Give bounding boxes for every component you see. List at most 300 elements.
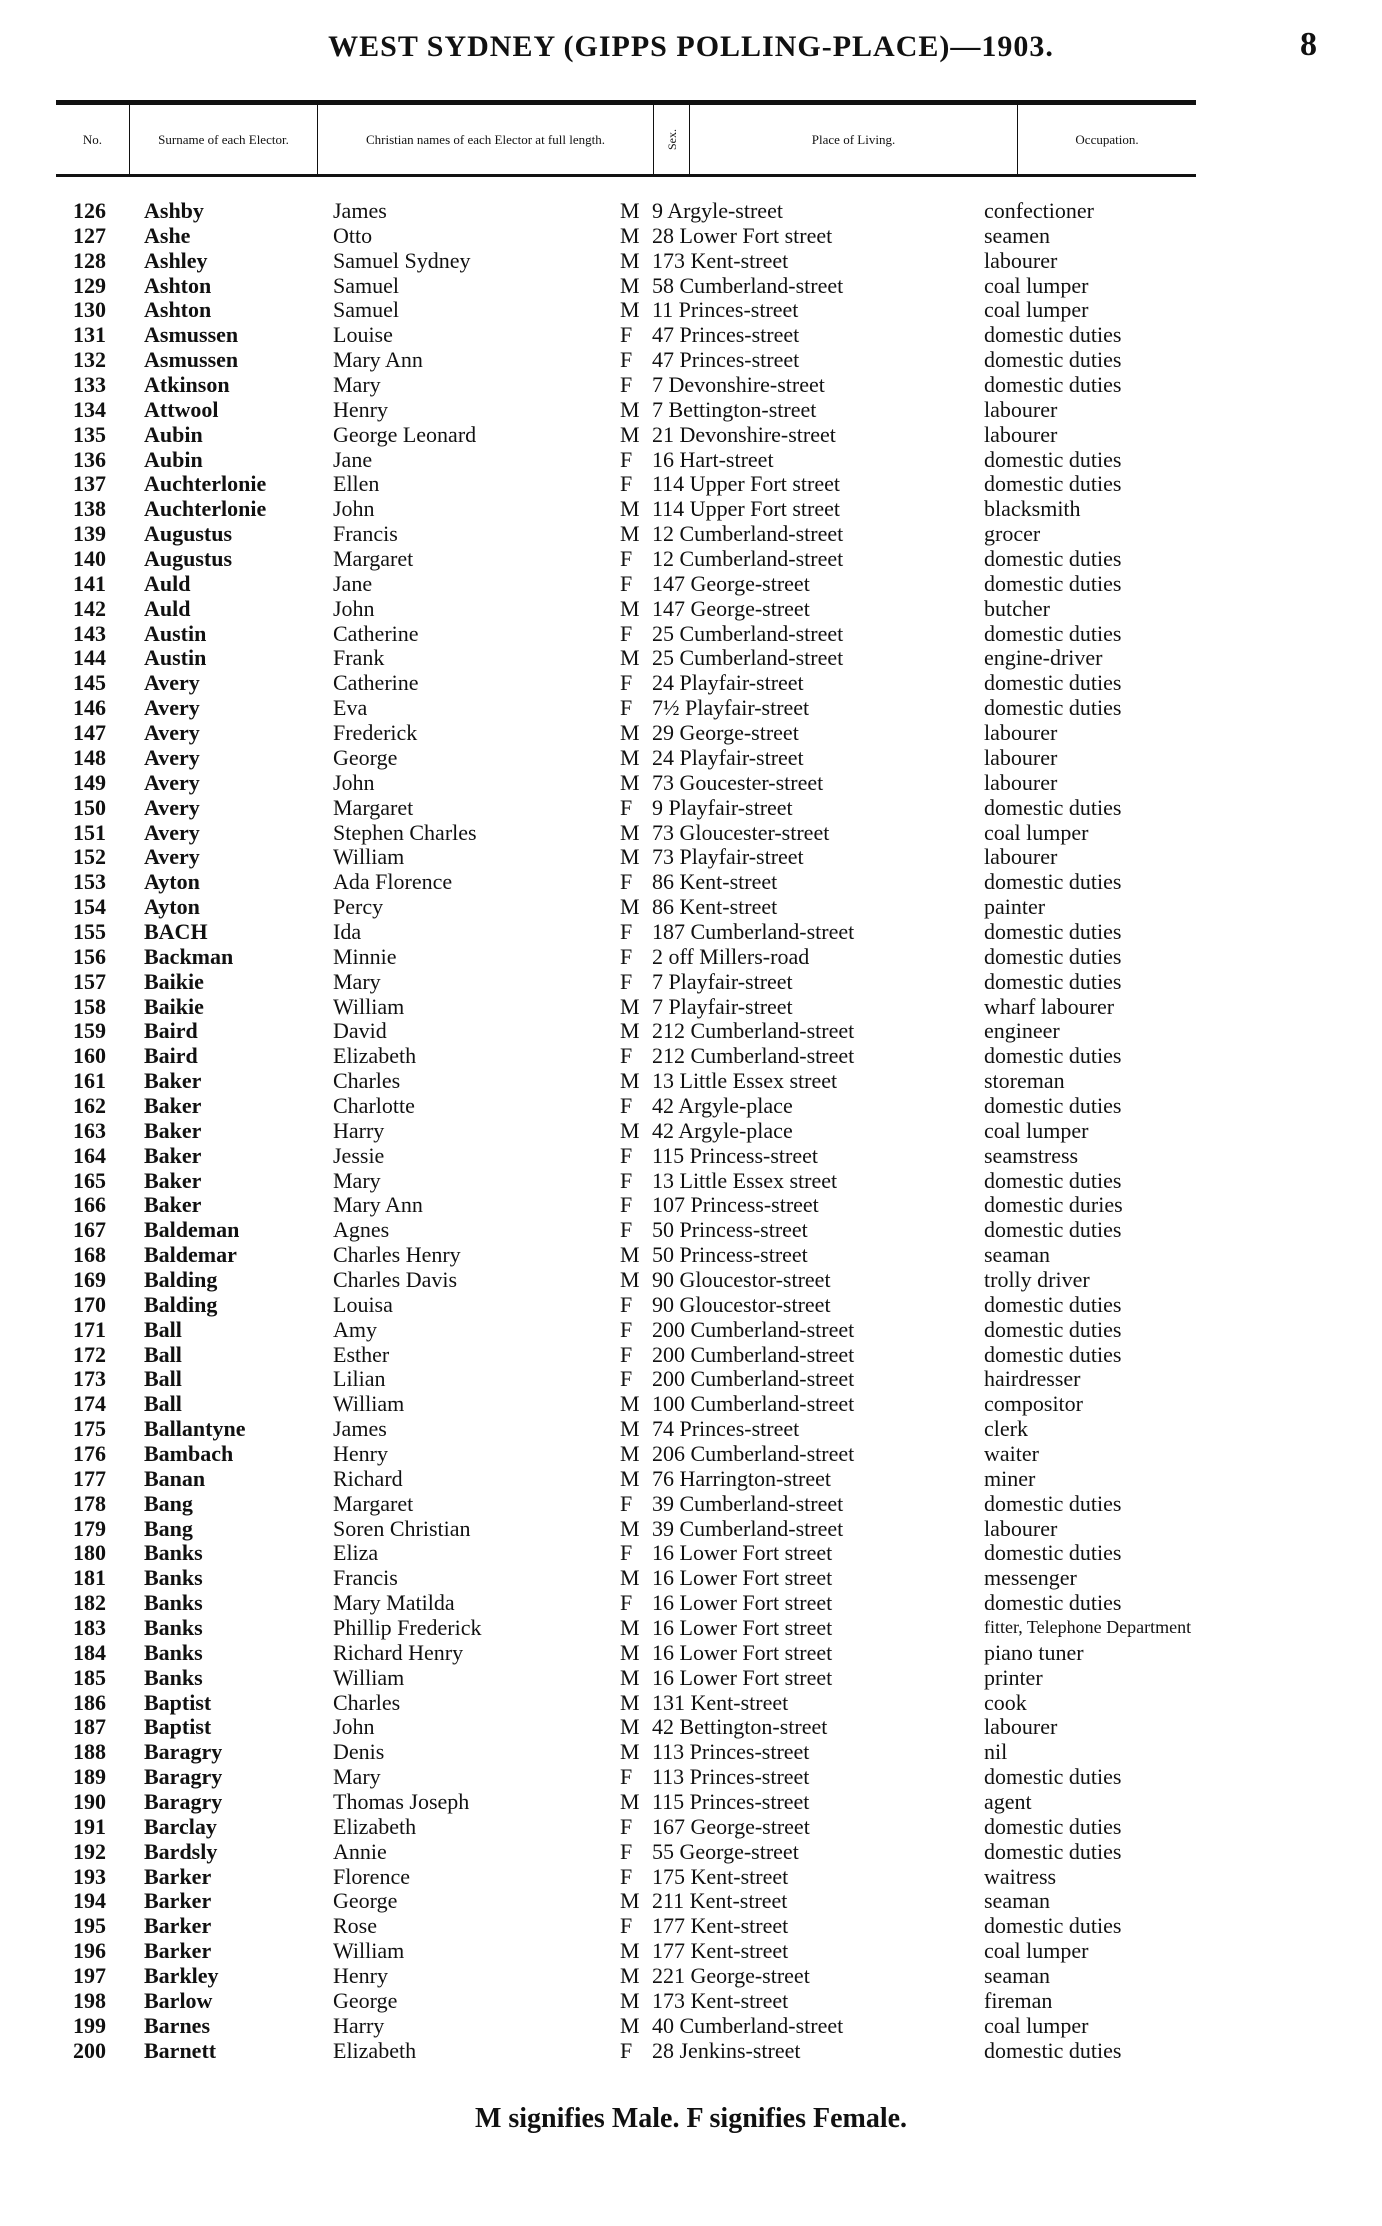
table-row xyxy=(0,397,1382,422)
elector-sex: M xyxy=(620,645,640,671)
table-row xyxy=(0,1839,1382,1864)
elector-place-of-living: 29 George-street xyxy=(652,720,799,746)
elector-occupation: fitter, Telephone Department xyxy=(984,1617,1192,1638)
elector-occupation: domestic duties xyxy=(984,372,1122,398)
elector-christian-names: Charles xyxy=(333,1068,401,1094)
elector-occupation: domestic duties xyxy=(984,1813,1122,1839)
elector-christian-names: Frederick xyxy=(333,720,418,746)
elector-surname: Baird xyxy=(144,1018,198,1044)
elector-christian-names: John xyxy=(333,769,375,795)
elector-surname: Aubin xyxy=(144,421,203,447)
elector-place-of-living: 7 Playfair-street xyxy=(652,968,793,994)
elector-surname: Ashby xyxy=(144,198,204,223)
elector-sex: M xyxy=(620,1789,640,1815)
table-row xyxy=(0,1814,1382,1839)
elector-sex: M xyxy=(620,844,640,870)
elector-surname: Avery xyxy=(144,720,200,746)
elector-christian-names: Thomas Joseph xyxy=(333,1789,470,1815)
elector-number: 194 xyxy=(73,1888,106,1914)
elector-number: 191 xyxy=(73,1813,106,1839)
elector-place-of-living: 2 off Millers-road xyxy=(652,943,810,969)
table-row xyxy=(0,1043,1382,1068)
elector-sex: M xyxy=(620,1441,640,1466)
elector-place-of-living: 42 Argyle-place xyxy=(652,1117,793,1143)
elector-occupation: coal lumper xyxy=(984,297,1089,323)
elector-place-of-living: 74 Princes-street xyxy=(652,1416,800,1442)
elector-occupation: seamstress xyxy=(984,1142,1079,1168)
elector-surname: Bambach xyxy=(144,1441,234,1466)
elector-number: 193 xyxy=(73,1863,106,1889)
table-row xyxy=(0,1143,1382,1168)
elector-occupation: labourer xyxy=(984,421,1058,447)
elector-sex: F xyxy=(620,471,633,497)
elector-surname: Auchterlonie xyxy=(144,496,267,522)
table-row xyxy=(0,1342,1382,1367)
header-bottom-rule xyxy=(56,174,1196,177)
elector-christian-names: Otto xyxy=(333,222,373,248)
elector-christian-names: John xyxy=(333,1714,375,1740)
elector-number: 153 xyxy=(73,869,106,895)
table-row xyxy=(0,1217,1382,1242)
elector-number: 137 xyxy=(73,471,106,497)
elector-surname: Ball xyxy=(144,1391,182,1417)
elector-christian-names: Henry xyxy=(333,1963,388,1989)
elector-occupation: waitress xyxy=(984,1863,1057,1889)
table-row xyxy=(0,1913,1382,1938)
table-row xyxy=(0,795,1382,820)
elector-christian-names: Louise xyxy=(333,322,393,348)
elector-christian-names: Mary Ann xyxy=(333,347,423,373)
elector-place-of-living: 73 Goucester-street xyxy=(652,769,824,795)
elector-sex: M xyxy=(620,2012,640,2038)
elector-sex: F xyxy=(620,2037,633,2063)
elector-number: 198 xyxy=(73,1987,106,2013)
elector-christian-names: Percy xyxy=(333,894,384,920)
elector-sex: F xyxy=(620,670,633,696)
elector-place-of-living: 115 Princes-street xyxy=(652,1789,810,1815)
elector-sex: F xyxy=(620,943,633,969)
elector-number: 168 xyxy=(73,1242,106,1268)
elector-christian-names: Francis xyxy=(333,1565,398,1591)
elector-christian-names: George xyxy=(333,1888,398,1914)
table-row xyxy=(0,1391,1382,1416)
elector-occupation: labourer xyxy=(984,744,1058,770)
elector-place-of-living: 7 Playfair-street xyxy=(652,993,793,1019)
table-row xyxy=(0,621,1382,646)
elector-occupation: domestic duties xyxy=(984,943,1122,969)
elector-occupation: printer xyxy=(984,1664,1043,1690)
header-sex xyxy=(654,105,690,174)
table-row xyxy=(0,1416,1382,1441)
table-row xyxy=(0,1615,1382,1640)
elector-surname: Balding xyxy=(144,1266,218,1292)
elector-christian-names: Mary Ann xyxy=(333,1192,423,1218)
elector-surname: Ball xyxy=(144,1341,182,1367)
elector-christian-names: Margaret xyxy=(333,794,414,820)
elector-occupation: domestic duties xyxy=(984,1092,1122,1118)
table-row xyxy=(0,422,1382,447)
table-row xyxy=(0,2013,1382,2038)
elector-christian-names: Frank xyxy=(333,645,385,671)
elector-number: 140 xyxy=(73,546,106,572)
elector-surname: Ball xyxy=(144,1316,182,1342)
elector-occupation: domestic duties xyxy=(984,2037,1122,2063)
elector-surname: Augustus xyxy=(144,546,233,572)
elector-surname: Barlow xyxy=(144,1987,213,2013)
elector-occupation: cook xyxy=(984,1689,1027,1715)
elector-number: 195 xyxy=(73,1913,106,1939)
elector-place-of-living: 200 Cumberland-street xyxy=(652,1316,855,1342)
elector-christian-names: John xyxy=(333,496,375,522)
elector-sex: M xyxy=(620,744,640,770)
table-row xyxy=(0,1366,1382,1391)
elector-sex: F xyxy=(620,1316,633,1342)
elector-place-of-living: 39 Cumberland-street xyxy=(652,1490,844,1516)
elector-occupation: seaman xyxy=(984,1888,1050,1914)
elector-occupation: coal lumper xyxy=(984,2012,1089,2038)
elector-surname: Augustus xyxy=(144,521,233,547)
elector-occupation: domestic duties xyxy=(984,869,1122,895)
elector-place-of-living: 115 Princess-street xyxy=(652,1142,818,1168)
elector-surname: Baldemar xyxy=(144,1242,237,1268)
elector-surname: Barker xyxy=(144,1913,212,1939)
elector-occupation: fireman xyxy=(984,1987,1053,2013)
table-row xyxy=(0,1292,1382,1317)
elector-number: 189 xyxy=(73,1764,106,1790)
elector-surname: Banks xyxy=(144,1664,203,1690)
elector-place-of-living: 55 George-street xyxy=(652,1838,799,1864)
table-row xyxy=(0,670,1382,695)
elector-surname: Bardsly xyxy=(144,1838,218,1864)
elector-sex: M xyxy=(620,1515,640,1541)
table-row xyxy=(0,1441,1382,1466)
elector-sex: F xyxy=(620,1590,633,1616)
elector-christian-names: James xyxy=(333,198,387,223)
elector-number: 178 xyxy=(73,1490,106,1516)
elector-sex: M xyxy=(620,769,640,795)
elector-christian-names: Elizabeth xyxy=(333,1813,417,1839)
elector-surname: Balding xyxy=(144,1291,218,1317)
elector-number: 175 xyxy=(73,1416,106,1442)
table-row xyxy=(0,273,1382,298)
elector-occupation: wharf labourer xyxy=(984,993,1115,1019)
elector-number: 133 xyxy=(73,372,106,398)
elector-number: 126 xyxy=(73,198,106,223)
elector-christian-names: Henry xyxy=(333,1441,388,1466)
elector-sex: M xyxy=(620,993,640,1019)
elector-christian-names: Charlotte xyxy=(333,1092,415,1118)
elector-number: 199 xyxy=(73,2012,106,2038)
elector-christian-names: Eliza xyxy=(333,1540,379,1566)
elector-number: 159 xyxy=(73,1018,106,1044)
header-no: No. xyxy=(56,105,130,174)
elector-christian-names: Phillip Frederick xyxy=(333,1615,482,1641)
elector-number: 179 xyxy=(73,1515,106,1541)
elector-christian-names: Denis xyxy=(333,1739,385,1765)
elector-surname: Bang xyxy=(144,1515,193,1541)
elector-surname: Baikie xyxy=(144,968,204,994)
elector-place-of-living: 12 Cumberland-street xyxy=(652,521,844,547)
table-row xyxy=(0,1590,1382,1615)
elector-surname: BACH xyxy=(144,918,208,944)
elector-christian-names: Ellen xyxy=(333,471,380,497)
elector-surname: Banks xyxy=(144,1565,203,1591)
table-row xyxy=(0,1690,1382,1715)
elector-surname: Asmussen xyxy=(144,347,239,373)
elector-occupation: butcher xyxy=(984,595,1050,621)
elector-christian-names: Francis xyxy=(333,521,398,547)
table-row xyxy=(0,1068,1382,1093)
elector-occupation: trolly driver xyxy=(984,1266,1090,1292)
elector-christian-names: Margaret xyxy=(333,546,414,572)
elector-surname: Ashley xyxy=(144,247,208,273)
page-title: WEST SYDNEY (GIPPS POLLING-PLACE)—1903. xyxy=(328,30,1054,63)
elector-place-of-living: 47 Princes-street xyxy=(652,322,800,348)
table-row xyxy=(0,571,1382,596)
elector-place-of-living: 40 Cumberland-street xyxy=(652,2012,844,2038)
elector-number: 190 xyxy=(73,1789,106,1815)
elector-sex: M xyxy=(620,1117,640,1143)
elector-sex: M xyxy=(620,1416,640,1442)
table-row xyxy=(0,496,1382,521)
elector-place-of-living: 9 Playfair-street xyxy=(652,794,793,820)
elector-surname: Baptist xyxy=(144,1714,212,1740)
table-row xyxy=(0,447,1382,472)
elector-sex: F xyxy=(620,1490,633,1516)
elector-occupation: labourer xyxy=(984,844,1058,870)
elector-surname: Baldeman xyxy=(144,1217,240,1243)
elector-surname: Auld xyxy=(144,595,191,621)
header-place-of-living: Place of Living. xyxy=(690,105,1018,174)
elector-place-of-living: 12 Cumberland-street xyxy=(652,546,844,572)
elector-number: 169 xyxy=(73,1266,106,1292)
table-row xyxy=(0,1963,1382,1988)
elector-number: 161 xyxy=(73,1068,106,1094)
elector-occupation: miner xyxy=(984,1465,1036,1491)
elector-occupation: seaman xyxy=(984,1242,1050,1268)
elector-christian-names: Amy xyxy=(333,1316,377,1342)
elector-occupation: domestic duties xyxy=(984,570,1122,596)
table-row xyxy=(0,1466,1382,1491)
elector-place-of-living: 73 Playfair-street xyxy=(652,844,804,870)
elector-occupation: domestic duties xyxy=(984,322,1122,348)
elector-sex: F xyxy=(620,446,633,472)
elector-place-of-living: 24 Playfair-street xyxy=(652,670,804,696)
table-row xyxy=(0,994,1382,1019)
elector-place-of-living: 42 Bettington-street xyxy=(652,1714,828,1740)
elector-place-of-living: 173 Kent-street xyxy=(652,247,789,273)
table-row xyxy=(0,372,1382,397)
elector-occupation: confectioner xyxy=(984,198,1094,223)
elector-number: 132 xyxy=(73,347,106,373)
elector-number: 151 xyxy=(73,819,106,845)
elector-number: 197 xyxy=(73,1963,106,1989)
elector-christian-names: David xyxy=(333,1018,387,1044)
elector-sex: F xyxy=(620,620,633,646)
elector-number: 142 xyxy=(73,595,106,621)
table-row xyxy=(0,1764,1382,1789)
elector-place-of-living: 100 Cumberland-street xyxy=(652,1391,855,1417)
elector-number: 164 xyxy=(73,1142,106,1168)
elector-sex: M xyxy=(620,297,640,323)
table-row xyxy=(0,844,1382,869)
elector-surname: Banks xyxy=(144,1615,203,1641)
table-row xyxy=(0,322,1382,347)
elector-christian-names: Charles xyxy=(333,1689,401,1715)
elector-surname: Avery xyxy=(144,695,200,721)
elector-place-of-living: 16 Lower Fort street xyxy=(652,1664,833,1690)
elector-sex: F xyxy=(620,1913,633,1939)
table-row xyxy=(0,1565,1382,1590)
elector-occupation: agent xyxy=(984,1789,1032,1815)
elector-surname: Auld xyxy=(144,570,191,596)
elector-number: 167 xyxy=(73,1217,106,1243)
elector-sex: F xyxy=(620,1863,633,1889)
elector-occupation: domestic duties xyxy=(984,471,1122,497)
elector-christian-names: Eva xyxy=(333,695,368,721)
elector-christian-names: Margaret xyxy=(333,1490,414,1516)
elector-place-of-living: 212 Cumberland-street xyxy=(652,1018,855,1044)
elector-surname: Avery xyxy=(144,670,200,696)
elector-surname: Banks xyxy=(144,1540,203,1566)
elector-sex: F xyxy=(620,546,633,572)
elector-surname: Baragry xyxy=(144,1789,223,1815)
elector-christian-names: Catherine xyxy=(333,620,419,646)
elector-occupation: domestic duties xyxy=(984,695,1122,721)
table-row xyxy=(0,1192,1382,1217)
elector-occupation: domestic duties xyxy=(984,347,1122,373)
table-row xyxy=(0,1988,1382,2013)
table-row xyxy=(0,720,1382,745)
elector-number: 134 xyxy=(73,396,106,422)
elector-christian-names: Rose xyxy=(333,1913,377,1939)
elector-occupation: domestic duties xyxy=(984,1316,1122,1342)
elector-surname: Backman xyxy=(144,943,234,969)
elector-christian-names: Louisa xyxy=(333,1291,393,1317)
elector-place-of-living: 28 Lower Fort street xyxy=(652,222,833,248)
elector-christian-names: Samuel Sydney xyxy=(333,247,471,273)
elector-place-of-living: 113 Princes-street xyxy=(652,1764,810,1790)
table-row xyxy=(0,297,1382,322)
elector-place-of-living: 16 Hart-street xyxy=(652,446,774,472)
elector-surname: Austin xyxy=(144,620,207,646)
elector-surname: Baker xyxy=(144,1192,202,1218)
elector-sex: M xyxy=(620,1664,640,1690)
elector-number: 187 xyxy=(73,1714,106,1740)
elector-place-of-living: 39 Cumberland-street xyxy=(652,1515,844,1541)
table-row xyxy=(0,1118,1382,1143)
elector-number: 149 xyxy=(73,769,106,795)
elector-place-of-living: 16 Lower Fort street xyxy=(652,1540,833,1566)
elector-surname: Atkinson xyxy=(144,372,230,398)
elector-number: 172 xyxy=(73,1341,106,1367)
elector-christian-names: Mary xyxy=(333,1167,381,1193)
table-row xyxy=(0,521,1382,546)
table-row xyxy=(0,1540,1382,1565)
table-row xyxy=(0,695,1382,720)
elector-christian-names: Mary xyxy=(333,968,381,994)
header-surname: Surname of each Elector. xyxy=(130,105,318,174)
elector-sex: F xyxy=(620,869,633,895)
elector-occupation: domestic duties xyxy=(984,1590,1122,1616)
elector-christian-names: Mary xyxy=(333,372,381,398)
elector-surname: Barker xyxy=(144,1863,212,1889)
elector-occupation: clerk xyxy=(984,1416,1028,1442)
elector-christian-names: Jane xyxy=(333,446,373,472)
elector-surname: Baragry xyxy=(144,1739,223,1765)
elector-surname: Barclay xyxy=(144,1813,217,1839)
elector-christian-names: John xyxy=(333,595,375,621)
elector-number: 200 xyxy=(73,2037,106,2063)
elector-sex: F xyxy=(620,794,633,820)
elector-sex: F xyxy=(620,1341,633,1367)
elector-occupation: blacksmith xyxy=(984,496,1081,522)
table-row xyxy=(0,1640,1382,1665)
elector-place-of-living: 16 Lower Fort street xyxy=(652,1639,833,1665)
table-row xyxy=(0,2038,1382,2063)
table-row xyxy=(0,1864,1382,1889)
elector-occupation: coal lumper xyxy=(984,819,1089,845)
elector-surname: Avery xyxy=(144,769,200,795)
elector-surname: Barker xyxy=(144,1888,212,1914)
elector-number: 162 xyxy=(73,1092,106,1118)
elector-occupation: labourer xyxy=(984,247,1058,273)
elector-sex: F xyxy=(620,1192,633,1218)
elector-number: 147 xyxy=(73,720,106,746)
elector-number: 196 xyxy=(73,1938,106,1964)
elector-christian-names: Mary xyxy=(333,1764,381,1790)
elector-number: 150 xyxy=(73,794,106,820)
table-row xyxy=(0,1168,1382,1193)
elector-surname: Avery xyxy=(144,794,200,820)
elector-sex: M xyxy=(620,1739,640,1765)
elector-occupation: coal lumper xyxy=(984,272,1089,298)
elector-occupation: nil xyxy=(984,1739,1008,1765)
elector-number: 186 xyxy=(73,1689,106,1715)
elector-christian-names: Elizabeth xyxy=(333,2037,417,2063)
elector-number: 152 xyxy=(73,844,106,870)
elector-surname: Ayton xyxy=(144,869,200,895)
elector-christian-names: William xyxy=(333,1664,405,1690)
elector-sex: F xyxy=(620,1217,633,1243)
elector-place-of-living: 50 Princess-street xyxy=(652,1217,808,1243)
elector-place-of-living: 16 Lower Fort street xyxy=(652,1565,833,1591)
elector-surname: Aubin xyxy=(144,446,203,472)
elector-place-of-living: 42 Argyle-place xyxy=(652,1092,793,1118)
elector-surname: Barnes xyxy=(144,2012,210,2038)
elector-sex: M xyxy=(620,198,640,223)
elector-christian-names: George xyxy=(333,1987,398,2013)
elector-number: 141 xyxy=(73,570,106,596)
elector-christian-names: George Leonard xyxy=(333,421,477,447)
table-row xyxy=(0,248,1382,273)
elector-occupation: domestic duties xyxy=(984,1341,1122,1367)
elector-occupation: seamen xyxy=(984,222,1050,248)
elector-surname: Asmussen xyxy=(144,322,239,348)
table-row xyxy=(0,919,1382,944)
elector-place-of-living: 211 Kent-street xyxy=(652,1888,788,1914)
elector-surname: Baker xyxy=(144,1092,202,1118)
elector-occupation: domestic duties xyxy=(984,1838,1122,1864)
elector-sex: M xyxy=(620,396,640,422)
elector-number: 158 xyxy=(73,993,106,1019)
elector-sex: M xyxy=(620,1963,640,1989)
elector-number: 177 xyxy=(73,1465,106,1491)
elector-surname: Barnett xyxy=(144,2037,217,2063)
header-sex-label: Sex. xyxy=(664,129,679,150)
elector-christian-names: Minnie xyxy=(333,943,397,969)
elector-surname: Baker xyxy=(144,1167,202,1193)
